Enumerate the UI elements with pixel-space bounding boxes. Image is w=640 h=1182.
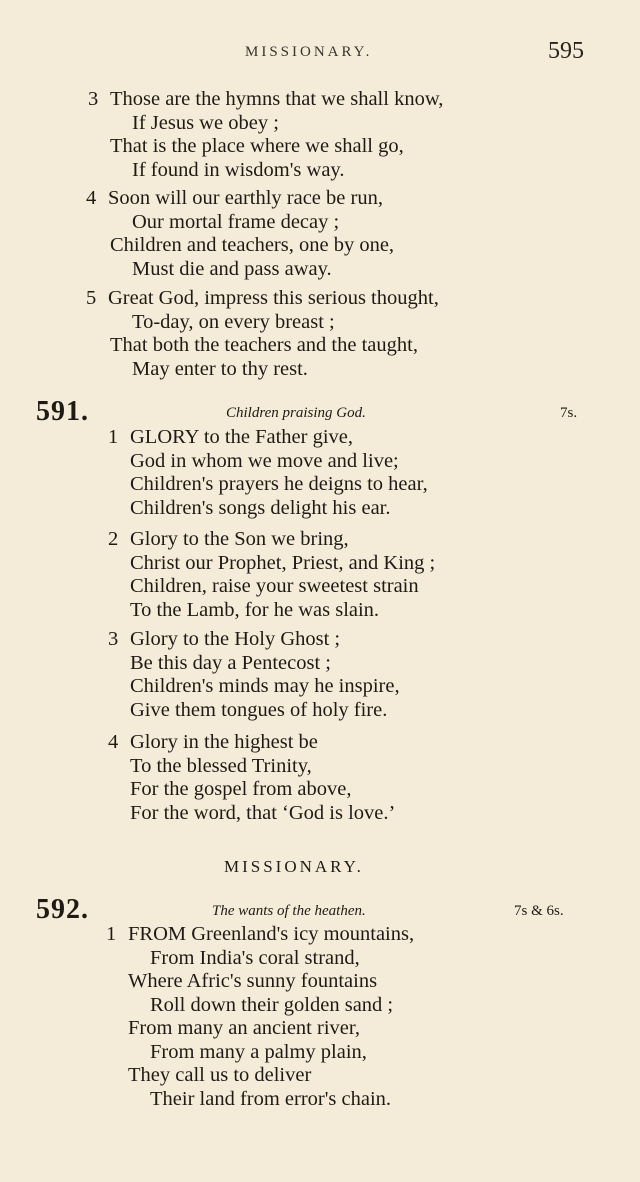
hymn-title: The wants of the heathen. — [212, 903, 366, 919]
verse-line: God in whom we move and live; — [130, 449, 399, 472]
verse-line: That is the place where we shall go, — [110, 135, 404, 157]
hymn-header — [0, 894, 640, 926]
hymn-number: 592. — [36, 894, 89, 925]
stanza-number: 3 — [88, 88, 99, 110]
verse-line: For the word, that ‘God is love.’ — [130, 801, 396, 824]
hymn-number: 591. — [36, 396, 89, 427]
stanza-number: 1 — [106, 923, 117, 945]
verse-line: FROM Greenland's icy mountains, — [128, 923, 415, 945]
verse-line: Children and teachers, one by one, — [110, 234, 395, 256]
stanza-number: 1 — [108, 426, 119, 448]
verse-line: Children's minds may he inspire, — [130, 675, 400, 697]
page-number: 595 — [548, 38, 584, 64]
verse-line: If Jesus we obey ; — [132, 111, 279, 134]
verse-line: Must die and pass away. — [132, 257, 332, 280]
verse-line: Where Afric's sunny fountains — [128, 970, 378, 992]
stanza-number: 2 — [108, 528, 119, 550]
verse-line: From many a palmy plain, — [150, 1040, 367, 1063]
verse-line: Be this day a Pentecost ; — [130, 651, 331, 674]
hymn-title: Children praising God. — [226, 405, 366, 421]
hymn-meter: 7s. — [560, 405, 578, 421]
stanza — [0, 426, 640, 520]
verse-line: They call us to deliver — [128, 1064, 312, 1086]
verse-line: Soon will our earthly race be run, — [108, 187, 383, 209]
verse-line: Glory in the highest be — [130, 731, 318, 753]
stanza — [0, 731, 640, 825]
verse-line: Children's prayers he deigns to hear, — [130, 473, 428, 495]
stanza — [0, 187, 640, 281]
verse-line: To-day, on every breast ; — [132, 310, 335, 333]
verse-line: To the blessed Trinity, — [130, 754, 312, 777]
verse-line: GLORY to the Father give, — [130, 426, 353, 448]
verse-line: May enter to thy rest. — [132, 357, 308, 380]
hymn-header — [0, 396, 640, 428]
verse-line: Children, raise your sweetest strain — [130, 575, 419, 597]
verse-line: Our mortal frame decay ; — [132, 210, 340, 233]
verse-line: Those are the hymns that we shall know, — [110, 88, 444, 110]
verse-line: Great God, impress this serious thought, — [108, 287, 439, 309]
verse-line: To the Lamb, for he was slain. — [130, 598, 380, 621]
verse-line: Glory to the Holy Ghost ; — [130, 628, 341, 650]
verse-line: From India's coral strand, — [150, 946, 360, 969]
stanza — [0, 287, 640, 381]
stanza-number: 4 — [86, 187, 97, 209]
verse-line: Roll down their golden sand ; — [150, 993, 394, 1016]
verse-line: Glory to the Son we bring, — [130, 528, 349, 550]
stanza-number: 4 — [108, 731, 119, 753]
stanza — [0, 528, 640, 622]
verse-line: For the gospel from above, — [130, 778, 352, 800]
stanza-number: 5 — [86, 287, 97, 309]
verse-line: That both the teachers and the taught, — [110, 334, 418, 356]
verse-line: Give them tongues of holy fire. — [130, 698, 388, 721]
verse-line: Christ our Prophet, Priest, and King ; — [130, 551, 436, 574]
stanza — [0, 628, 640, 722]
verse-line: If found in wisdom's way. — [132, 158, 345, 181]
verse-line: From many an ancient river, — [128, 1017, 361, 1039]
hymn-meter: 7s & 6s. — [514, 903, 564, 919]
verse-line: Children's songs delight his ear. — [130, 496, 391, 519]
running-head: MISSIONARY. — [245, 44, 373, 60]
stanza-number: 3 — [108, 628, 119, 650]
verse-line: Their land from error's chain. — [150, 1087, 392, 1110]
stanza — [0, 88, 640, 182]
stanza — [0, 923, 640, 1111]
section-title: MISSIONARY. — [224, 857, 364, 876]
